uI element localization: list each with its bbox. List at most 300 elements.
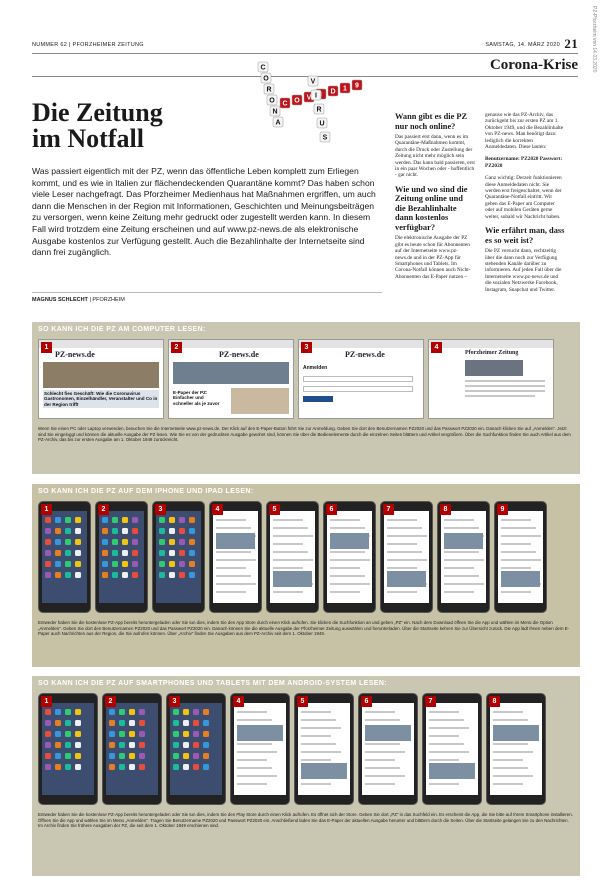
app-icon[interactable] [129, 753, 135, 759]
menu-item[interactable] [444, 575, 479, 577]
app-icon[interactable] [65, 550, 71, 556]
step-number: 1 [41, 504, 52, 515]
app-icon[interactable] [122, 550, 128, 556]
menu-item[interactable] [330, 519, 360, 521]
menu-item[interactable] [444, 519, 474, 521]
menu-item[interactable] [273, 519, 303, 521]
menu-item[interactable] [237, 783, 267, 785]
menu-item[interactable] [493, 783, 523, 785]
app-icon[interactable] [139, 709, 145, 715]
app-icon[interactable] [55, 731, 61, 737]
app-icon[interactable] [45, 550, 51, 556]
menu-item[interactable] [493, 767, 528, 769]
menu-item[interactable] [365, 751, 405, 753]
login-heading: Anmelden [303, 365, 328, 371]
app-icon[interactable] [122, 539, 128, 545]
menu-item[interactable] [493, 751, 533, 753]
app-icon[interactable] [183, 764, 189, 770]
page-number: 21 [564, 36, 578, 51]
menu-item[interactable] [330, 591, 360, 593]
app-icon[interactable] [169, 550, 175, 556]
menu-item[interactable] [429, 711, 459, 713]
phone-screen [170, 703, 222, 795]
app-icon[interactable] [169, 517, 175, 523]
app-icon[interactable] [102, 561, 108, 567]
app-icon[interactable] [129, 742, 135, 748]
app-icon[interactable] [75, 550, 81, 556]
app-icon[interactable] [55, 528, 61, 534]
app-icon[interactable] [203, 731, 209, 737]
app-icon[interactable] [189, 528, 195, 534]
app-icon[interactable] [55, 720, 61, 726]
menu-item[interactable] [216, 575, 251, 577]
menu-item[interactable] [387, 519, 417, 521]
menu-item[interactable] [301, 743, 336, 745]
menu-item[interactable] [365, 711, 395, 713]
app-icon[interactable] [139, 731, 145, 737]
letter-tile-glyph: 1 [343, 85, 347, 93]
menu-item[interactable] [216, 583, 256, 585]
panel-title: SO KANN ICH DIE PZ AM COMPUTER LESEN: [38, 326, 206, 333]
app-icon[interactable] [75, 720, 81, 726]
app-icon[interactable] [179, 550, 185, 556]
letter-tile-glyph: C [260, 64, 266, 72]
app-icon[interactable] [112, 517, 118, 523]
password-field[interactable] [303, 386, 413, 392]
menu-item[interactable] [365, 719, 400, 721]
app-icon[interactable] [45, 720, 51, 726]
app-icon[interactable] [45, 561, 51, 567]
phone-screen [327, 511, 372, 603]
menu-item[interactable] [216, 519, 246, 521]
menu-item[interactable] [501, 535, 541, 537]
phone-screenshot [266, 501, 319, 613]
menu-item[interactable] [365, 783, 395, 785]
app-icon[interactable] [75, 731, 81, 737]
menu-item[interactable] [493, 711, 523, 713]
app-icon[interactable] [173, 709, 179, 715]
app-icon[interactable] [139, 753, 145, 759]
step-number: 5 [297, 696, 308, 707]
app-icon[interactable] [55, 517, 61, 523]
app-icon[interactable] [139, 720, 145, 726]
article-image [43, 362, 159, 388]
app-icon[interactable] [122, 517, 128, 523]
article-caption: Schlecht fies Geschäft: Wie die Coronavirus Gastronomen, Einzelhändler, Veranstalter und Co in der Region trifft [44, 391, 158, 407]
step-number: 3 [169, 696, 180, 707]
app-icon[interactable] [193, 764, 199, 770]
app-icon[interactable] [109, 709, 115, 715]
phone-screen [384, 511, 429, 603]
menu-item[interactable] [501, 567, 531, 569]
app-icon[interactable] [65, 572, 71, 578]
app-icon[interactable] [122, 528, 128, 534]
menu-item[interactable] [444, 567, 474, 569]
lead-text: Was passiert eigentlich mit der PZ, wenn das öffentliche Leben komplett zum Erliegen kommt, und es wie in Italien zur flächendeckenden Quarantäne kommt? Das haben schon viele Leser nachgefragt. Das Pforzheimer Medienhaus hat Maßnahmen ergriffen, um auch dann die Menschen in der Region mit Informationen, Geschichten und Meinungsbeiträgen zu versorgen, wenn keine Zeitung mehr gedruckt oder zugestellt werden kann. In diesem Fall wird trotzdem eine Zeitung erscheinen und auf www.pz-news.de als elektronische Ausgabe kostenlos zur Verfügung gestellt. Auch die Bezahlinhalte der Internetseite sind dann frei zugänglich. [32, 166, 376, 258]
letter-tile-glyph: 9 [355, 82, 359, 90]
letter-tile-glyph: V [306, 94, 312, 102]
app-icon[interactable] [119, 720, 125, 726]
app-icon[interactable] [75, 539, 81, 545]
step-number: 4 [431, 342, 442, 353]
app-icon[interactable] [159, 572, 165, 578]
app-icon[interactable] [102, 550, 108, 556]
menu-item[interactable] [501, 551, 536, 553]
menu-item[interactable] [330, 583, 370, 585]
epaper-logo: Pforzheimer Zeitung [465, 350, 519, 356]
phone-screenshot [102, 693, 162, 805]
phone-screenshot [494, 501, 547, 613]
menu-item[interactable] [387, 559, 427, 561]
app-icon[interactable] [132, 572, 138, 578]
menu-item[interactable] [429, 743, 464, 745]
menu-item[interactable] [330, 527, 365, 529]
menu-item[interactable] [387, 543, 417, 545]
app-icon[interactable] [45, 753, 51, 759]
menu-item[interactable] [429, 751, 469, 753]
menu-item[interactable] [501, 591, 531, 593]
app-icon[interactable] [193, 709, 199, 715]
phone-screen [498, 511, 543, 603]
app-icon[interactable] [183, 709, 189, 715]
menu-item[interactable] [237, 775, 277, 777]
app-icon[interactable] [45, 539, 51, 545]
menu-item[interactable] [216, 567, 246, 569]
app-icon[interactable] [75, 517, 81, 523]
app-icon[interactable] [169, 528, 175, 534]
menu-item[interactable] [387, 591, 417, 593]
app-icon[interactable] [45, 742, 51, 748]
menu-item[interactable] [273, 591, 303, 593]
menu-item[interactable] [429, 735, 459, 737]
app-icon[interactable] [112, 539, 118, 545]
menu-item[interactable] [387, 535, 427, 537]
menu-item[interactable] [301, 711, 331, 713]
app-icon[interactable] [159, 539, 165, 545]
phone-screenshot [38, 693, 98, 805]
menu-item[interactable] [216, 527, 251, 529]
menu-item[interactable] [237, 759, 267, 761]
step-number: 6 [326, 504, 337, 515]
app-icon[interactable] [65, 742, 71, 748]
menu-item[interactable] [493, 719, 528, 721]
app-icon[interactable] [193, 753, 199, 759]
menu-item[interactable] [301, 727, 341, 729]
browser-bar [169, 340, 293, 348]
menu-item[interactable] [444, 559, 484, 561]
menu-item[interactable] [301, 735, 331, 737]
app-icon[interactable] [189, 517, 195, 523]
username-field[interactable] [303, 376, 413, 382]
menu-item[interactable] [429, 783, 459, 785]
text-line [465, 395, 535, 397]
app-icon[interactable] [102, 528, 108, 534]
panel-title: SO KANN ICH DIE PZ AUF SMARTPHONES UND TABLETS MIT DEM ANDROID-SYSTEM LESEN: [38, 680, 388, 687]
menu-item[interactable] [301, 783, 331, 785]
menu-item[interactable] [501, 559, 541, 561]
letter-tile-glyph: D [330, 88, 336, 96]
phone-screenshot [486, 693, 546, 805]
screenshot-row [32, 335, 580, 423]
app-icon[interactable] [45, 731, 51, 737]
app-icon[interactable] [132, 539, 138, 545]
app-icon[interactable] [55, 742, 61, 748]
app-icon[interactable] [55, 550, 61, 556]
app-icon[interactable] [203, 753, 209, 759]
app-icon[interactable] [169, 572, 175, 578]
app-icon[interactable] [109, 720, 115, 726]
letter-tile-glyph: I [315, 92, 317, 100]
faq-question: Wie erfährt man, dass es so weit ist? [485, 226, 565, 245]
app-icon[interactable] [55, 753, 61, 759]
menu-item[interactable] [330, 575, 365, 577]
login-button[interactable] [303, 396, 333, 402]
app-icon[interactable] [159, 550, 165, 556]
menu-item[interactable] [330, 559, 370, 561]
step-number: 1 [41, 342, 52, 353]
app-icon[interactable] [203, 764, 209, 770]
app-icon[interactable] [203, 720, 209, 726]
app-icon[interactable] [203, 709, 209, 715]
app-icon[interactable] [55, 561, 61, 567]
app-icon[interactable] [75, 742, 81, 748]
menu-item[interactable] [330, 567, 360, 569]
menu-item[interactable] [493, 759, 523, 761]
menu-item[interactable] [444, 527, 479, 529]
menu-item[interactable] [216, 591, 246, 593]
letter-tile-glyph: A [275, 119, 281, 127]
date: SAMSTAG, 14. MÄRZ 2020 [485, 42, 560, 48]
menu-item[interactable] [273, 559, 313, 561]
app-icon[interactable] [55, 709, 61, 715]
step-number: 1 [41, 696, 52, 707]
menu-item[interactable] [444, 583, 484, 585]
phone-screen [99, 511, 144, 603]
app-icon[interactable] [119, 764, 125, 770]
app-icon[interactable] [102, 539, 108, 545]
app-icon[interactable] [189, 550, 195, 556]
app-icon[interactable] [75, 764, 81, 770]
app-icon[interactable] [65, 764, 71, 770]
menu-item[interactable] [237, 751, 277, 753]
app-icon[interactable] [119, 709, 125, 715]
screenshot-row [32, 689, 580, 809]
app-icon[interactable] [102, 517, 108, 523]
app-icon[interactable] [65, 528, 71, 534]
app-icon[interactable] [169, 539, 175, 545]
menu-item[interactable] [429, 727, 469, 729]
phone-screen [426, 703, 478, 795]
app-icon[interactable] [169, 561, 175, 567]
menu-item[interactable] [501, 519, 531, 521]
faq-answer: Ganz wichtig: Derzeit funktionieren diese Anmeldedaten nicht. Sie werden erst freigeschaltet, wenn der Quarantäne-Notfall eintritt. Wir geben das E-Paper am Computer oder auf mobilen Geräten gerne weiter, sobald wir Nachricht haben. [485, 175, 562, 220]
app-icon[interactable] [122, 561, 128, 567]
step-number: 8 [440, 504, 451, 515]
app-icon[interactable] [183, 742, 189, 748]
app-icon[interactable] [203, 742, 209, 748]
menu-item[interactable] [444, 591, 474, 593]
app-icon[interactable] [75, 753, 81, 759]
app-icon[interactable] [65, 731, 71, 737]
text-line [465, 380, 545, 382]
step-number: 8 [489, 696, 500, 707]
app-icon[interactable] [132, 528, 138, 534]
menu-item[interactable] [273, 551, 308, 553]
app-icon[interactable] [109, 742, 115, 748]
menu-item[interactable] [273, 543, 303, 545]
app-icon[interactable] [193, 742, 199, 748]
issue-info: NUMMER 62 | PFORZHEIMER ZEITUNG [32, 42, 144, 48]
app-icon[interactable] [109, 753, 115, 759]
menu-item[interactable] [429, 719, 464, 721]
screenshot [168, 339, 294, 419]
app-icon[interactable] [129, 764, 135, 770]
app-icon[interactable] [65, 720, 71, 726]
app-icon[interactable] [159, 528, 165, 534]
app-icon[interactable] [55, 572, 61, 578]
menu-item[interactable] [301, 759, 331, 761]
app-icon[interactable] [45, 517, 51, 523]
app-icon[interactable] [129, 720, 135, 726]
app-icon[interactable] [193, 731, 199, 737]
app-icon[interactable] [189, 561, 195, 567]
app-icon[interactable] [132, 550, 138, 556]
app-icon[interactable] [173, 753, 179, 759]
app-icon[interactable] [75, 709, 81, 715]
app-icon[interactable] [55, 539, 61, 545]
letter-tile-glyph: R [316, 106, 322, 114]
app-icon[interactable] [159, 517, 165, 523]
app-icon[interactable] [189, 539, 195, 545]
app-icon[interactable] [112, 572, 118, 578]
app-icon[interactable] [45, 528, 51, 534]
phone-screenshot [323, 501, 376, 613]
app-icon[interactable] [183, 753, 189, 759]
app-icon[interactable] [129, 709, 135, 715]
app-icon[interactable] [109, 764, 115, 770]
app-icon[interactable] [189, 572, 195, 578]
app-icon[interactable] [183, 720, 189, 726]
app-icon[interactable] [173, 720, 179, 726]
app-icon[interactable] [65, 517, 71, 523]
app-icon[interactable] [119, 742, 125, 748]
app-icon[interactable] [179, 572, 185, 578]
menu-item[interactable] [365, 743, 400, 745]
step-number: 4 [212, 504, 223, 515]
menu-item[interactable] [301, 751, 341, 753]
app-icon[interactable] [65, 709, 71, 715]
app-icon[interactable] [55, 764, 61, 770]
app-icon[interactable] [193, 720, 199, 726]
app-icon[interactable] [173, 764, 179, 770]
app-icon[interactable] [179, 517, 185, 523]
app-icon[interactable] [75, 561, 81, 567]
app-icon[interactable] [112, 561, 118, 567]
app-icon[interactable] [173, 731, 179, 737]
app-icon[interactable] [119, 753, 125, 759]
letter-tile-glyph: C [282, 100, 288, 108]
panel-title: SO KANN ICH DIE PZ AUF DEM IPHONE UND IPAD LESEN: [38, 488, 254, 495]
app-icon[interactable] [45, 709, 51, 715]
menu-item[interactable] [387, 567, 417, 569]
letter-tile-glyph: U [319, 120, 325, 128]
article-image [501, 571, 540, 587]
app-icon[interactable] [65, 539, 71, 545]
phone-screenshot [95, 501, 148, 613]
app-icon[interactable] [65, 753, 71, 759]
menu-item[interactable] [273, 567, 303, 569]
menu-item[interactable] [501, 527, 536, 529]
app-icon[interactable] [159, 561, 165, 567]
headline-line-2: im Notfall [32, 124, 144, 153]
menu-item[interactable] [387, 551, 422, 553]
menu-item[interactable] [237, 743, 272, 745]
menu-item[interactable] [330, 551, 365, 553]
menu-item[interactable] [365, 767, 400, 769]
app-icon[interactable] [179, 561, 185, 567]
menu-item[interactable] [365, 775, 405, 777]
panel-computer [32, 322, 580, 474]
menu-item[interactable] [237, 711, 267, 713]
app-icon[interactable] [132, 517, 138, 523]
article-image [273, 571, 312, 587]
menu-item[interactable] [493, 743, 528, 745]
phone-screen [298, 703, 350, 795]
app-icon[interactable] [75, 528, 81, 534]
menu-item[interactable] [501, 543, 531, 545]
app-icon[interactable] [179, 539, 185, 545]
app-icon[interactable] [45, 764, 51, 770]
article-image [330, 533, 369, 549]
app-icon[interactable] [75, 572, 81, 578]
app-icon[interactable] [132, 561, 138, 567]
newspaper-image [231, 388, 289, 414]
menu-item[interactable] [301, 719, 336, 721]
app-icon[interactable] [183, 731, 189, 737]
app-icon[interactable] [112, 528, 118, 534]
menu-item[interactable] [493, 775, 533, 777]
menu-item[interactable] [387, 527, 422, 529]
menu-item[interactable] [429, 759, 459, 761]
app-icon[interactable] [112, 550, 118, 556]
app-icon[interactable] [173, 742, 179, 748]
menu-item[interactable] [237, 767, 272, 769]
menu-item[interactable] [365, 759, 395, 761]
app-icon[interactable] [129, 731, 135, 737]
screenshot [428, 339, 554, 419]
section-title: Corona-Krise [489, 57, 578, 73]
menu-item[interactable] [216, 559, 256, 561]
app-icon[interactable] [119, 731, 125, 737]
app-icon[interactable] [102, 572, 108, 578]
menu-item[interactable] [237, 719, 272, 721]
menu-item[interactable] [273, 535, 313, 537]
letter-tile-glyph: O [263, 75, 269, 83]
app-icon[interactable] [139, 742, 145, 748]
app-icon[interactable] [65, 561, 71, 567]
app-icon[interactable] [139, 764, 145, 770]
menu-item[interactable] [444, 551, 479, 553]
app-icon[interactable] [122, 572, 128, 578]
menu-item[interactable] [273, 527, 308, 529]
author-place: PFORZHEIM [92, 297, 125, 303]
app-icon[interactable] [179, 528, 185, 534]
browser-bar [429, 340, 553, 348]
app-icon[interactable] [45, 572, 51, 578]
phone-screen [106, 703, 158, 795]
app-icon[interactable] [109, 731, 115, 737]
menu-item[interactable] [216, 551, 251, 553]
